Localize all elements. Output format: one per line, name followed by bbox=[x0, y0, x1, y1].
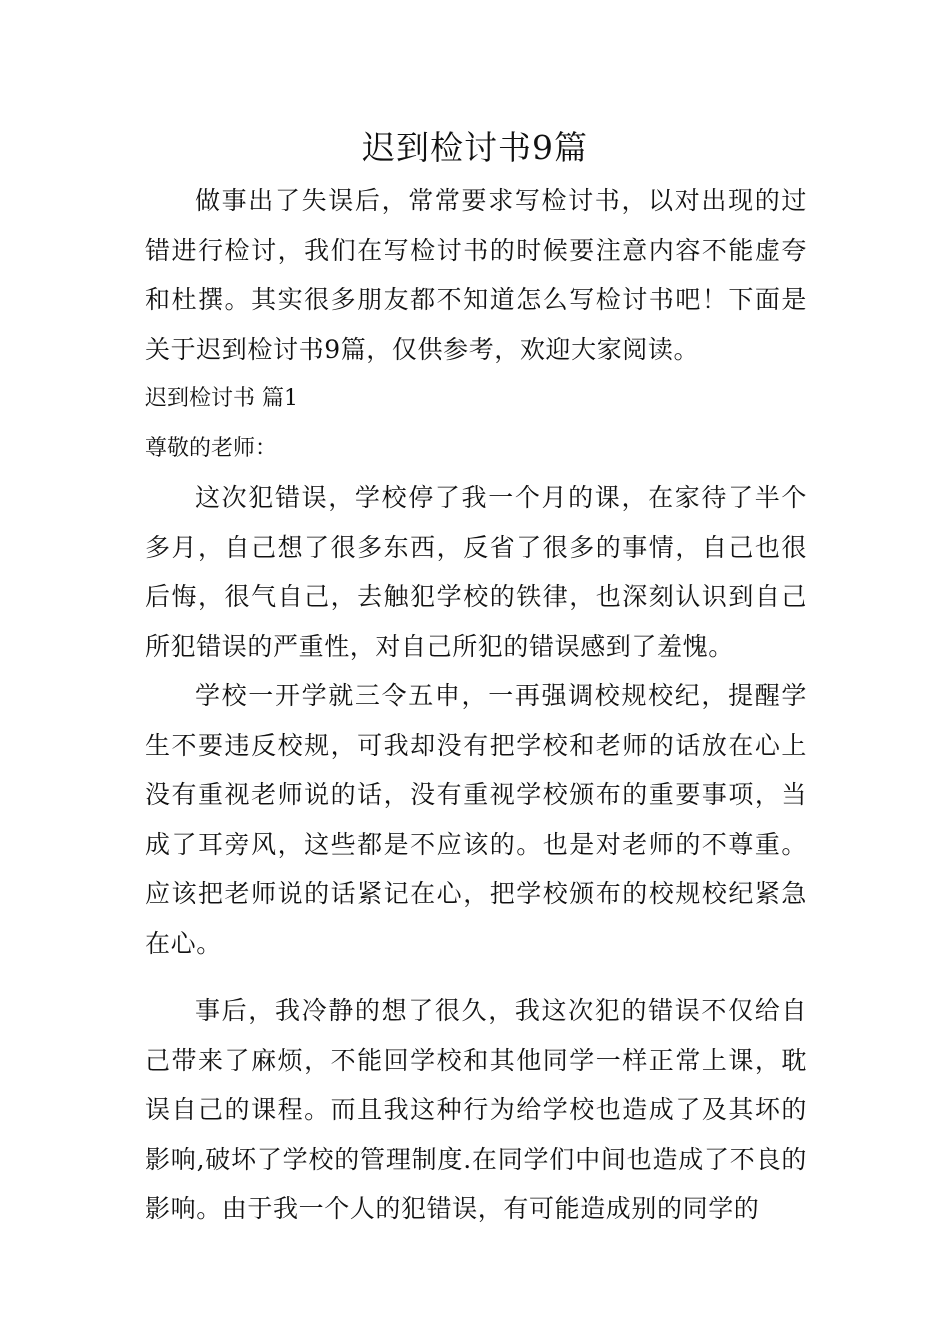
intro-paragraph: 做事出了失误后，常常要求写检讨书，以对出现的过错进行检讨，我们在写检讨书的时候要注意内容不能虚夸和杜撰。其实很多朋友都不知道怎么写检讨书吧！下面是关于迟到检讨书9篇，仅供参考，欢迎大家阅读。 bbox=[145, 186, 807, 364]
paragraph-gap bbox=[145, 968, 807, 986]
section-heading: 迟到检讨书 篇1 bbox=[145, 386, 298, 411]
body-paragraph-3: 事后，我冷静的想了很久，我这次犯的错误不仅给自己带来了麻烦，不能回学校和其他同学一样正常上课，耽误自己的课程。而且我这种行为给学校也造成了及其坏的影响,破坏了学校的管理制度.在同学们中间也造成了不良的影响。由于我一个人的犯错误，有可能造成别的同学的 bbox=[145, 996, 807, 1223]
document-title: 迟到检讨书9篇 bbox=[362, 128, 588, 167]
document-body bbox=[145, 176, 807, 1234]
body-paragraph-1: 这次犯错误，学校停了我一个月的课，在家待了半个多月，自己想了很多东西，反省了很多的事情，自己也很后悔，很气自己，去触犯学校的铁律，也深刻认识到自己所犯错误的严重性，对自己所犯的错误感到了羞愧。 bbox=[145, 483, 807, 661]
salutation: 尊敬的老师： bbox=[145, 435, 278, 461]
body-paragraph-2: 学校一开学就三令五申，一再强调校规校纪，提醒学生不要违反校规，可我却没有把学校和老师的话放在心上没有重视老师说的话，没有重视学校颁布的重要事项，当成了耳旁风，这些都是不应该的。也是对老师的不尊重。应该把老师说的话紧记在心，把学校颁布的校规校纪紧急在心。 bbox=[145, 681, 807, 958]
